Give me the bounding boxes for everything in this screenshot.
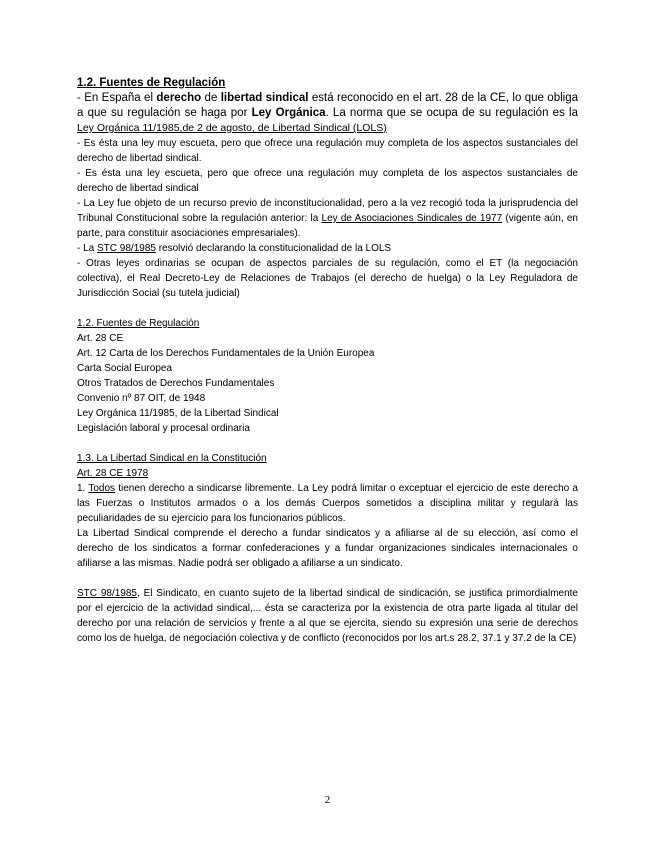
list-item: Art. 28 CE xyxy=(77,333,124,344)
article-paragraph: 1. Todos tienen derecho a sindicarse libremente. La Ley podrá limitar o exceptuar el ejercicio de este derecho a las Fuerzas o Institutos armados o a los demás Cuerpos sometidos a disciplina militar y regulará las peculiaridades de su ejercicio para los funcionarios públicos. xyxy=(77,483,578,524)
bullet-paragraph: - Es ésta una ley escueta, pero que ofrece una regulación muy completa de los aspectos sustanciales de derecho de libertad sindical xyxy=(77,168,578,194)
bullet-paragraph: - La Ley fue objeto de un recurso previo de inconstitucionalidad, pero a la vez recogió toda la jurisprudencia del Tribunal Constitucional sobre la regulación anterior: la Ley de Asociaciones Sindicales de 1977 (vigente aún, en parte, para constituir asociaciones empresariales). xyxy=(77,198,578,239)
page-number: 2 xyxy=(324,794,331,806)
bullet-paragraph: - Otras leyes ordinarias se ocupan de aspectos parciales de su regulación, como el ET (la negociación colectiva), el Real Decreto-Ley de Relaciones de Trabajos (el derecho de huelga) o la Ley Reguladora de Jurisdicción Social (su tutela judicial) xyxy=(77,258,578,299)
section-stc xyxy=(77,586,578,646)
list-item: Art. 12 Carta de los Derechos Fundamentales de la Unión Europea xyxy=(77,348,375,359)
stc-link[interactable]: STC 98/1985 xyxy=(77,588,137,599)
lols-link[interactable]: Ley Orgánica 11/1985,de 2 de agosto, de Libertad Sindical (LOLS) xyxy=(77,122,387,134)
bullet-paragraph: - Es ésta una ley muy escueta, pero que ofrece una regulación muy completa de los aspectos sustanciales del derecho de libertad sindical. xyxy=(77,138,578,164)
list-item: Otros Tratados de Derechos Fundamentales xyxy=(77,378,275,389)
stc-paragraph: STC 98/1985, El Sindicato, en cuanto sujeto de la libertad sindical de sindicación, se justifica primordialmente por el ejercicio de la actividad sindical,... ésta se caracteriza por la existencia de otra parte ligada al titular del derecho por una relación de servicios y frente a al que se ejercita, siendo su expresión una serie de derechos como los de huelga, de negociación colectiva y de conflicto (reconocidos por los art.s 28.2, 37.1 y 37.2 de la CE) xyxy=(77,588,578,644)
list-item: Legislación laboral y procesal ordinaria xyxy=(77,423,250,434)
article-paragraph: La Libertad Sindical comprende el derecho a fundar sindicatos y a afiliarse al de su elección, así como el derecho de los sindicatos a formar confederaciones y a fundar organizaciones sindicales internacionales o afiliarse a las mismas. Nadie podrá ser obligado a afiliarse a un sindicato. xyxy=(77,528,578,569)
list-item: Convenio nº 87 OIT, de 1948 xyxy=(77,393,206,404)
list-item: Ley Orgánica 11/1985, de la Libertad Sindical xyxy=(77,408,279,419)
section-heading: 1.2. Fuentes de Regulación xyxy=(77,77,226,89)
list-item: Carta Social Europea xyxy=(77,363,173,374)
todos-link[interactable]: Todos xyxy=(88,483,116,494)
intro-paragraph: - En España el derecho de libertad sindical está reconocido en el art. 28 de la CE, lo que obliga a que su regulación se haga por Ley Orgánica. La norma que se ocupa de su regulación es la Ley Orgánica 11/1985,de 2 de agosto, de Libertad Sindical (LOLS) xyxy=(77,92,579,134)
section-fuentes-intro xyxy=(77,76,578,301)
section-fuentes-list xyxy=(77,316,578,436)
section-heading: 1.2. Fuentes de Regulación xyxy=(77,318,200,329)
section-heading: 1.3. La Libertad Sindical en la Constitución xyxy=(77,453,267,464)
stc-link[interactable]: STC 98/1985 xyxy=(97,243,156,254)
bullet-paragraph: - La STC 98/1985 resolvió declarando la constitucionalidad de la LOLS xyxy=(77,243,392,254)
asociaciones-link[interactable]: Ley de Asociaciones Sindicales de 1977 xyxy=(321,213,503,224)
section-subheading: Art. 28 CE 1978 xyxy=(77,468,149,479)
section-constitucion xyxy=(77,451,578,571)
document-body xyxy=(77,76,578,646)
